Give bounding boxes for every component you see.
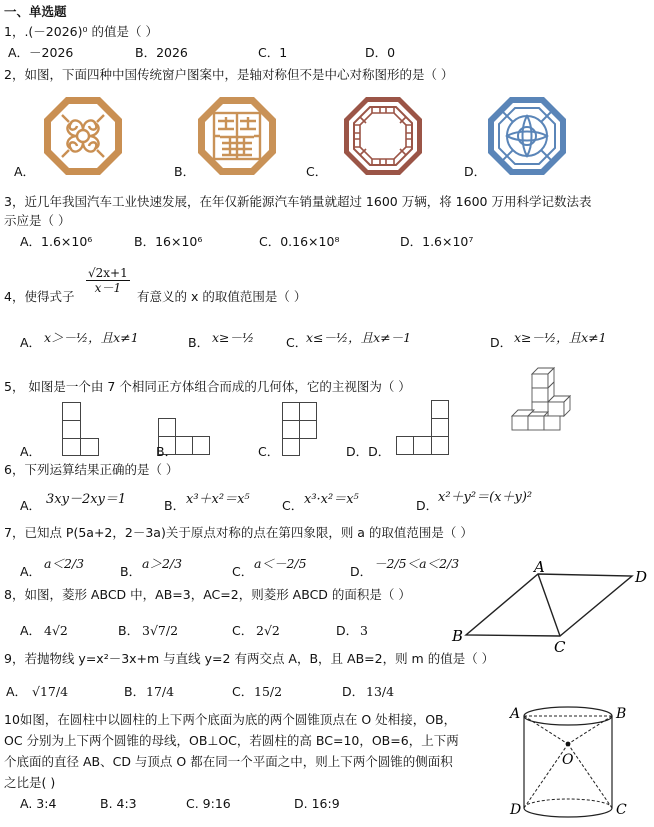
- q4-label-c[interactable]: C．: [286, 335, 308, 350]
- q9-label-c[interactable]: C．: [232, 684, 254, 699]
- q5-label-c[interactable]: C．: [258, 444, 280, 459]
- q6-stem: 6，下列运算结果正确的是（ ）: [4, 462, 179, 477]
- q8-option-c[interactable]: 2√2: [256, 623, 280, 638]
- q4-expression-denominator: x－1: [94, 281, 122, 295]
- q8-label-c[interactable]: C．: [232, 623, 254, 638]
- q10-cylinder-figure: [504, 700, 636, 824]
- q6-label-d[interactable]: D．: [416, 498, 439, 513]
- q10-line2: OC 分别为上下两个圆锥的母线，OB⊥OC，若圆柱的高 BC=10，OB=6，上下两: [4, 733, 459, 748]
- q3-option-b[interactable]: B．16×10⁶: [134, 234, 203, 249]
- q4-stem-post: 有意义的 x 的取值范围是（ ）: [137, 289, 307, 304]
- q2-label-d[interactable]: D．: [464, 164, 487, 179]
- q7-option-b[interactable]: a＞2/3: [142, 556, 183, 571]
- q9-label-d[interactable]: D．: [342, 684, 365, 699]
- q8-option-b[interactable]: 3√7/2: [142, 623, 179, 638]
- q5-option-a-view: [62, 402, 102, 456]
- q4-expression-numerator: √2x+1: [88, 266, 128, 280]
- q7-label-d[interactable]: D．: [350, 564, 373, 579]
- q5-label-b[interactable]: B．: [156, 444, 178, 459]
- q10-option-b[interactable]: B. 4:3: [100, 796, 137, 811]
- q3-stem-line1: 3，近几年我国汽车工业快速发展，在年仅新能源汽车销量就超过 1600 万辆，将 1600 万用科学记数法表: [4, 194, 592, 209]
- q9-label-b[interactable]: B．: [124, 684, 146, 699]
- q9-option-d[interactable]: 13/4: [366, 684, 395, 699]
- q7-stem: 7，已知点 P(5a+2，2－3a)关于原点对称的点在第四象限，则 a 的取值范围是（ ）: [4, 525, 473, 540]
- q2-stem: 2，如图，下面四种中国传统窗户图案中，是轴对称但不是中心对称图形的是（ ）: [4, 67, 454, 82]
- q7-label-b[interactable]: B．: [120, 564, 142, 579]
- q4-label-a[interactable]: A．: [20, 335, 42, 350]
- q2-window-a-figure: [42, 95, 124, 177]
- q2-label-b[interactable]: B．: [174, 164, 196, 179]
- q6-option-a[interactable]: 3xy－2xy＝1: [46, 492, 127, 507]
- q10-point-a: A: [510, 706, 521, 722]
- q7-label-a[interactable]: A．: [20, 564, 42, 579]
- q10-line1: 10如图，在圆柱中以圆柱的上下两个底面为底的两个圆锥顶点在 O 处相接，OB，: [4, 712, 457, 727]
- q10-option-a[interactable]: A. 3:4: [20, 796, 57, 811]
- q10-point-o: O: [562, 752, 574, 768]
- q10-option-d[interactable]: D. 16:9: [294, 796, 340, 811]
- section-title: 一、单选题: [4, 4, 67, 19]
- q8-point-b: B: [452, 627, 464, 645]
- q1-stem: 1，.(－2026)⁰ 的值是（ ）: [4, 24, 158, 39]
- q8-label-d[interactable]: D．: [336, 623, 359, 638]
- q1-option-d[interactable]: D．0: [365, 45, 396, 60]
- q4-option-b[interactable]: x≥－½: [212, 330, 255, 345]
- q8-point-a: A: [534, 558, 545, 576]
- q8-stem: 8，如图，菱形 ABCD 中，AB=3，AC=2，则菱形 ABCD 的面积是（ ）: [4, 587, 411, 602]
- q6-label-a[interactable]: A．: [20, 498, 42, 513]
- q3-stem-line2: 示应是（ ）: [4, 213, 71, 228]
- q7-option-c[interactable]: a＜－2/5: [254, 556, 307, 571]
- q5-option-d-view: [396, 400, 450, 456]
- q1-option-c[interactable]: C．1: [258, 45, 288, 60]
- q2-label-c[interactable]: C．: [306, 164, 328, 179]
- q2-window-b-figure: [196, 95, 278, 177]
- q9-label-a[interactable]: A．: [6, 684, 28, 699]
- q10-option-c[interactable]: C. 9:16: [186, 796, 231, 811]
- q5-option-c-view: [282, 402, 318, 456]
- q10-point-b: B: [616, 706, 627, 722]
- q4-label-b[interactable]: B．: [188, 335, 210, 350]
- q4-label-d[interactable]: D．: [490, 335, 513, 350]
- q4-stem-pre: 4，使得式子: [4, 289, 75, 304]
- q7-option-d[interactable]: －2/5＜a＜2/3: [374, 556, 460, 571]
- q6-option-d[interactable]: x²＋y²＝(x＋y)²: [438, 490, 533, 505]
- q4-option-c[interactable]: x≤－½，且x≠－1: [306, 330, 412, 345]
- q10-line4: 之比是( ): [4, 775, 56, 790]
- q2-window-d-figure: [486, 95, 568, 177]
- q2-window-c-figure: [342, 95, 424, 177]
- q3-option-d[interactable]: D．1.6×10⁷: [400, 234, 474, 249]
- q5-label-a[interactable]: A．: [20, 444, 42, 459]
- q5-stem: 5， 如图是一个由 7 个相同正方体组合而成的几何体，它的主视图为（ ）: [4, 379, 411, 394]
- q2-label-a[interactable]: A．: [14, 164, 36, 179]
- q7-label-c[interactable]: C．: [232, 564, 254, 579]
- q3-option-a[interactable]: A．1.6×10⁶: [20, 234, 93, 249]
- q8-point-d: D: [635, 568, 648, 586]
- q1-option-a[interactable]: A．－2026: [8, 45, 74, 60]
- q4-option-a[interactable]: x＞－½，且x≠1: [44, 330, 139, 345]
- q6-option-c[interactable]: x³·x²＝x⁵: [304, 492, 359, 507]
- q10-point-c: C: [616, 802, 627, 818]
- q6-label-c[interactable]: C．: [282, 498, 304, 513]
- q5-label-d[interactable]: D．D．: [346, 444, 391, 459]
- q8-point-c: C: [554, 638, 566, 656]
- q9-option-a[interactable]: √17/4: [32, 684, 69, 699]
- q9-option-c[interactable]: 15/2: [254, 684, 283, 699]
- q9-option-b[interactable]: 17/4: [146, 684, 175, 699]
- q8-rhombus-figure: [450, 560, 650, 656]
- q8-option-a[interactable]: 4√2: [44, 623, 68, 638]
- q9-stem: 9，若抛物线 y=x²－3x+m 与直线 y=2 有两交点 A，B，且 AB=2，则 m 的值是（ ）: [4, 651, 495, 666]
- q4-option-d[interactable]: x≥－½，且x≠1: [514, 330, 607, 345]
- q1-option-b[interactable]: B．2026: [135, 45, 188, 60]
- q8-label-b[interactable]: B．: [118, 623, 140, 638]
- q6-option-b[interactable]: x³＋x²＝x⁵: [186, 492, 250, 507]
- q7-option-a[interactable]: a＜2/3: [44, 556, 85, 571]
- q3-option-c[interactable]: C．0.16×10⁸: [259, 234, 340, 249]
- q4-expression: [86, 266, 130, 295]
- q5-solid-figure: [510, 372, 574, 444]
- q10-point-d: D: [510, 802, 522, 818]
- q8-label-a[interactable]: A．: [20, 623, 42, 638]
- q6-label-b[interactable]: B．: [164, 498, 186, 513]
- q10-line3: 个底面的直径 AB、CD 与顶点 O 都在同一个平面之中，则上下两个圆锥的侧面积: [4, 754, 453, 769]
- q8-option-d[interactable]: 3: [360, 623, 368, 638]
